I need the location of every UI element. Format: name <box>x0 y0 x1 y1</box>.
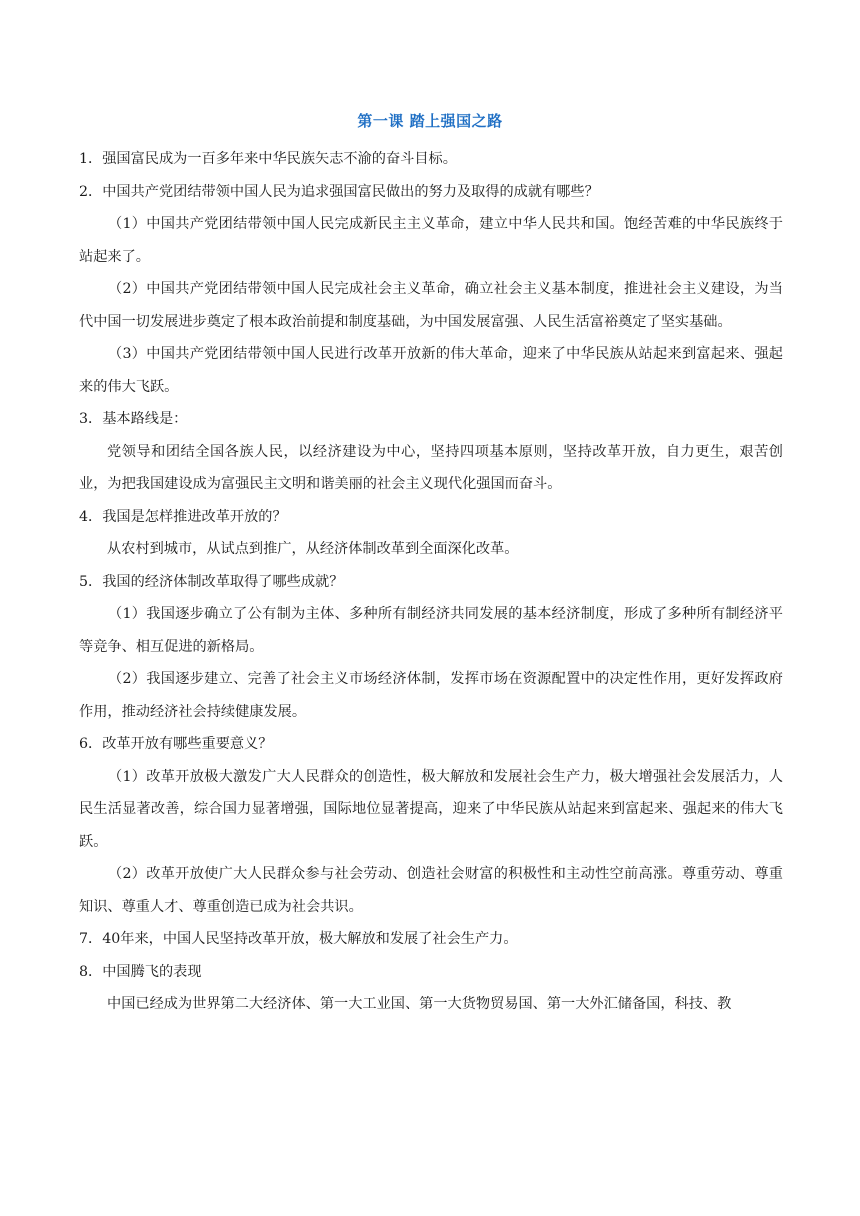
question-paragraph: 1．强国富民成为一百多年来中华民族矢志不渝的奋斗目标。 <box>79 151 457 167</box>
answer-paragraph: （1）我国逐步确立了公有制为主体、多种所有制经济共同发展的基本经济制度，形成了多种所有制经济平等竞争、相互促进的新格局。 <box>79 606 783 655</box>
question-paragraph: 6．改革开放有哪些重要意义？ <box>79 736 273 752</box>
answer-paragraph: 中国已经成为世界第二大经济体、第一大工业国、第一大货物贸易国、第一大外汇储备国，科技、教 <box>107 996 732 1012</box>
answer-paragraph: （2）改革开放使广大人民群众参与社会劳动、创造社会财富的积极性和主动性空前高涨。尊重劳动、尊重知识、尊重人才、尊重创造已成为社会共识。 <box>79 866 783 915</box>
answer-paragraph: （3）中国共产党团结带领中国人民进行改革开放新的伟大革命，迎来了中华民族从站起来到富起来、强起来的伟大飞跃。 <box>79 346 783 395</box>
answer-paragraph: （2）我国逐步建立、完善了社会主义市场经济体制，发挥市场在资源配置中的决定性作用，更好发挥政府作用，推动经济社会持续健康发展。 <box>79 671 783 720</box>
answer-paragraph: （1）中国共产党团结带领中国人民完成新民主主义革命，建立中华人民共和国。饱经苦难的中华民族终于站起来了。 <box>79 216 783 265</box>
document-body <box>79 143 783 1021</box>
answer-paragraph: 从农村到城市，从试点到推广，从经济体制改革到全面深化改革。 <box>107 541 519 557</box>
question-paragraph: 7．40年来，中国人民坚持改革开放，极大解放和发展了社会生产力。 <box>79 931 518 947</box>
question-paragraph: 4．我国是怎样推进改革开放的？ <box>79 508 287 525</box>
question-paragraph: 8．中国腾飞的表现 <box>79 963 202 980</box>
lesson-title: 第一课 踏上强国之路 <box>357 112 503 130</box>
question-paragraph: 3．基本路线是： <box>79 411 188 427</box>
answer-paragraph: （2）中国共产党团结带领中国人民完成社会主义革命，确立社会主义基本制度，推进社会主义建设，为当代中国一切发展进步奠定了根本政治前提和制度基础，为中国发展富强、人民生活富裕奠定了坚实基础。 <box>79 281 783 330</box>
question-paragraph: 2．中国共产党团结带领中国人民为追求强国富民做出的努力及取得的成就有哪些？ <box>79 183 599 200</box>
question-paragraph: 5．我国的经济体制改革取得了哪些成就？ <box>79 573 344 590</box>
answer-paragraph: 党领导和团结全国各族人民，以经济建设为中心，坚持四项基本原则，坚持改革开放，自力更生，艰苦创业，为把我国建设成为富强民主文明和谐美丽的社会主义现代化强国而奋斗。 <box>79 443 783 492</box>
answer-paragraph: （1）改革开放极大激发广大人民群众的创造性，极大解放和发展社会生产力，极大增强社会发展活力，人民生活显著改善，综合国力显著增强，国际地位显著提高，迎来了中华民族从站起来到富起来、强起来的伟大飞跃。 <box>79 768 783 850</box>
